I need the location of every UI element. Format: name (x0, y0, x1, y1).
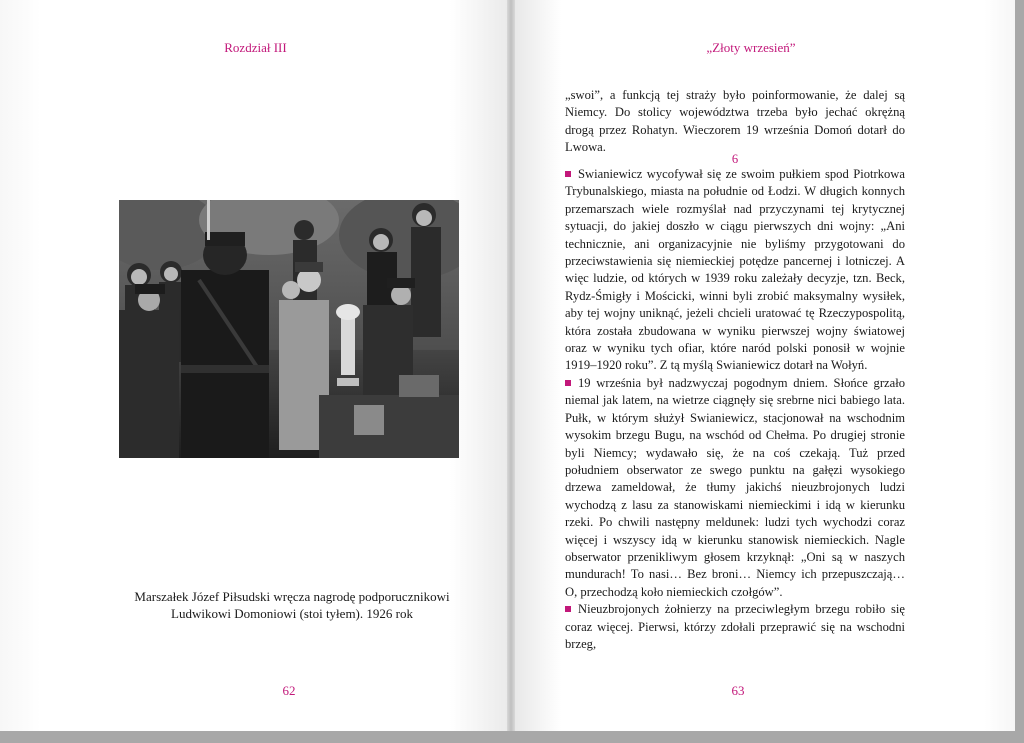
page-number-right: 63 (731, 683, 745, 698)
paragraph-2-text: 19 września był nadzwyczaj pogodnym dniem. Słońce grzało niemal jak latem, na wietrze ciągnęły się srebrne nici babiego lata. Pułk, w którym służył Swianiewicz, stacjonował na wschodnim wysokim brzegu Bugu, na wschód od Chełma. Po drugiej stronie byli Niemcy; wydawało się, że na coś czekają. Tuż przed południem obserwator ze swego punktu na gałęzi wysokiego drzewa zameldował, że tłumy jakichś nieuzbrojonych ludzi wychodzą z lasu za stanowiskami niemieckimi i idą w kierunku rzeki. Po chwili następny meldunek: ludzi tych wychodzi coraz więcej i wszyscy idą w kierunku stanowisk niemieckich. Nagle obserwator przenikliwym głosem krzyknął: „Oni są w naszych mundurach! To nasi… Bez broni… Niemcy ich przepuszczają… O, przechodzą koło niemieckich czołgów”. (565, 375, 905, 599)
caption-line-2: Ludwikowi Domoniowi (stoi tyłem). 1926 rok (171, 606, 413, 621)
caption-line-1: Marszałek Józef Piłsudski wręcza nagrodę podporucznikowi (134, 589, 450, 604)
photograph-illustration (119, 200, 459, 458)
opening-paragraph: „swoi”, a funkcją tej straży było poinformowanie, że dalej są Niemcy. Do stolicy województwa trzeba było jechać okrężną drogą przez Rohatyn. Wieczorem 19 września Domoń dotarł do Lwowa. (565, 88, 905, 155)
paragraph-2 (565, 375, 905, 601)
page-number-left: 62 (282, 683, 296, 698)
running-head-right: „Złoty wrzesień” (706, 40, 796, 55)
paragraph-bullet-icon (565, 380, 571, 386)
opening-text (565, 87, 905, 157)
section-body (565, 166, 905, 653)
historical-photograph (119, 200, 459, 458)
book-gutter (507, 0, 515, 731)
paragraph-3 (565, 601, 905, 653)
paragraph-1-text: Swianiewicz wycofywał się ze swoim pułkiem spod Piotrkowa Trybunalskiego, miasta na południe od Łodzi. W długich konnych przemarszach wiele rozmyślał nad przyczynami tej krytycznej sytuacji, do jakiej doszło w ciągu pierwszych dni wojny: „Ani technicznie, ani organizacyjnie nie byliśmy przygotowani do przeciwstawienia się niemieckiej potędze pancernej i lotniczej. A więc ludzie, od których w 1939 roku zależały decyzje, tzn. Beck, Rydz-Śmigły i Mościcki, winni byli zrobić maksymalny wysiłek, aby tej wojny uniknąć, jeżeli chcieli uratować tę Rzeczypospolitą, która została zbudowana w wyniku pierwszej wojny światowej oraz w wyniku tych ofiar, które naród polski ponosił w wojnie 1919–1920 roku”. Z tą myślą Swianiewicz dotarł na Wołyń. (565, 167, 905, 373)
section-number: 6 (731, 152, 739, 166)
paragraph-bullet-icon (565, 171, 571, 177)
paragraph-1 (565, 166, 905, 375)
paragraph-bullet-icon (565, 606, 571, 612)
photo-caption (120, 588, 464, 622)
paragraph-3-text: Nieuzbrojonych żołnierzy na przeciwległym brzegu robiło się coraz więcej. Pierwsi, którzy zdołali przeprawić się na wschodni brzeg, (565, 602, 905, 651)
running-head-left: Rozdział III (224, 40, 287, 55)
